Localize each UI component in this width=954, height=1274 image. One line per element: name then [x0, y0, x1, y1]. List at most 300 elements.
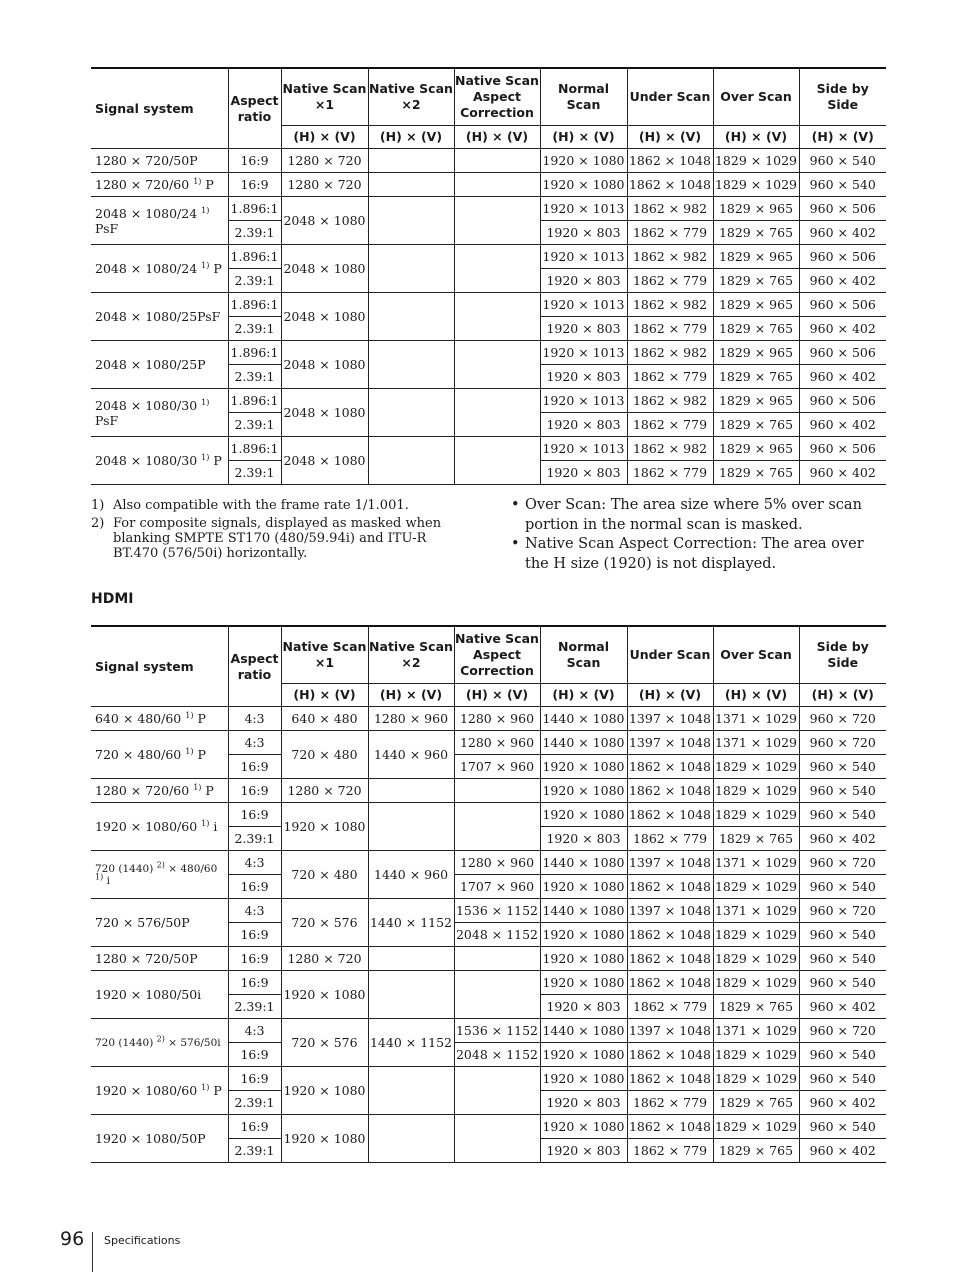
- table-row: [91, 1067, 886, 1091]
- normal-scan-cell: 1920 × 1013: [540, 197, 627, 221]
- under-scan-cell: 1862 × 779: [627, 827, 713, 851]
- over-scan-cell: 1829 × 1029: [713, 1067, 799, 1091]
- over-scan-cell: 1371 × 1029: [713, 851, 799, 875]
- under-scan-cell: 1862 × 1048: [627, 947, 713, 971]
- unit-header: (H) × (V): [368, 684, 454, 707]
- footnote-ref: 1): [185, 710, 194, 720]
- under-scan-cell: 1397 × 1048: [627, 731, 713, 755]
- under-scan-cell: 1862 × 1048: [627, 803, 713, 827]
- over-scan-cell: 1829 × 1029: [713, 1043, 799, 1067]
- normal-scan-cell: 1920 × 1013: [540, 341, 627, 365]
- table-row: [91, 899, 886, 923]
- over-scan-cell: 1829 × 1029: [713, 803, 799, 827]
- table-row: [91, 707, 886, 731]
- aspect-ratio-cell: 1.896:1: [228, 293, 281, 317]
- under-scan-cell: 1862 × 1048: [627, 149, 713, 173]
- native-aspect-cell: [454, 341, 540, 389]
- side-by-side-cell: 960 × 402: [799, 413, 886, 437]
- side-by-side-cell: 960 × 540: [799, 971, 886, 995]
- under-scan-cell: 1862 × 1048: [627, 173, 713, 197]
- side-by-side-cell: 960 × 506: [799, 389, 886, 413]
- over-scan-cell: 1829 × 965: [713, 389, 799, 413]
- side-by-side-cell: 960 × 720: [799, 1019, 886, 1043]
- normal-scan-cell: 1920 × 803: [540, 827, 627, 851]
- under-scan-cell: 1862 × 1048: [627, 923, 713, 947]
- table-row: [91, 971, 886, 995]
- aspect-ratio-cell: 2.39:1: [228, 995, 281, 1019]
- footnote-number: 2): [91, 516, 105, 531]
- section-title-hdmi: HDMI: [91, 591, 134, 607]
- bullet-dot-icon: •: [511, 536, 520, 552]
- normal-scan-cell: 1920 × 1080: [540, 755, 627, 779]
- aspect-ratio-cell: 2.39:1: [228, 413, 281, 437]
- signal-name: 1280 × 720/50P: [95, 153, 198, 168]
- normal-scan-cell: 1920 × 1080: [540, 875, 627, 899]
- normal-scan-cell: 1920 × 1080: [540, 173, 627, 197]
- normal-scan-cell: 1920 × 1013: [540, 245, 627, 269]
- column-header: Under Scan: [627, 68, 713, 126]
- aspect-ratio-cell: 1.896:1: [228, 341, 281, 365]
- under-scan-cell: 1397 × 1048: [627, 851, 713, 875]
- table-row: [91, 779, 886, 803]
- scan-type: PsF: [95, 220, 119, 236]
- side-by-side-cell: 960 × 540: [799, 875, 886, 899]
- under-scan-cell: 1862 × 1048: [627, 779, 713, 803]
- signal-name: 720 (1440): [95, 1036, 154, 1049]
- normal-scan-cell: 1920 × 1013: [540, 389, 627, 413]
- over-scan-cell: 1829 × 1029: [713, 173, 799, 197]
- header-row: [91, 626, 886, 684]
- footnote-ref: 1): [201, 818, 210, 828]
- hdmi-signal-table: [91, 625, 886, 1163]
- column-header: Under Scan: [627, 626, 713, 684]
- native-scan-x2-cell: [368, 293, 454, 341]
- signal-name: 640 × 480/60: [95, 711, 182, 726]
- aspect-ratio-cell: 1.896:1: [228, 437, 281, 461]
- column-header: Side by Side: [799, 68, 886, 126]
- signal-name: 720 × 480/60: [95, 747, 182, 762]
- over-scan-cell: 1829 × 1029: [713, 947, 799, 971]
- table-row: [91, 293, 886, 317]
- normal-scan-cell: 1920 × 803: [540, 221, 627, 245]
- normal-scan-cell: 1920 × 1080: [540, 803, 627, 827]
- side-by-side-cell: 960 × 540: [799, 755, 886, 779]
- side-by-side-cell: 960 × 540: [799, 923, 886, 947]
- native-scan-x1-cell: 1280 × 720: [281, 173, 368, 197]
- signal-system-cell: [91, 293, 228, 341]
- aspect-ratio-cell: 16:9: [228, 803, 281, 827]
- aspect-ratio-cell: 4:3: [228, 731, 281, 755]
- column-header: Over Scan: [713, 626, 799, 684]
- aspect-ratio-cell: 4:3: [228, 707, 281, 731]
- signal-name: 2048 × 1080/25PsF: [95, 309, 221, 324]
- table-row: [91, 173, 886, 197]
- over-scan-cell: 1829 × 965: [713, 245, 799, 269]
- native-scan-x1-cell: 2048 × 1080: [281, 341, 368, 389]
- under-scan-cell: 1862 × 1048: [627, 875, 713, 899]
- native-scan-x1-cell: 2048 × 1080: [281, 245, 368, 293]
- footnote-ref: 2): [156, 860, 165, 869]
- signal-name: 1920 × 1080/60: [95, 819, 198, 834]
- aspect-ratio-cell: 16:9: [228, 1067, 281, 1091]
- normal-scan-cell: 1920 × 1080: [540, 971, 627, 995]
- unit-header: (H) × (V): [454, 126, 540, 149]
- under-scan-cell: 1862 × 779: [627, 1139, 713, 1163]
- scan-type: P: [213, 1083, 222, 1098]
- aspect-ratio-cell: 2.39:1: [228, 461, 281, 485]
- native-scan-x2-cell: [368, 437, 454, 485]
- native-scan-x1-cell: 2048 × 1080: [281, 197, 368, 245]
- native-scan-x2-cell: [368, 149, 454, 173]
- under-scan-cell: 1862 × 982: [627, 389, 713, 413]
- table-row: [91, 851, 886, 875]
- aspect-ratio-cell: 1.896:1: [228, 245, 281, 269]
- under-scan-cell: 1862 × 779: [627, 413, 713, 437]
- native-scan-x1-cell: 2048 × 1080: [281, 293, 368, 341]
- bullet-text: Native Scan Aspect Correction: The area over the H size (1920) is not displayed.: [525, 536, 864, 572]
- side-by-side-cell: 960 × 540: [799, 779, 886, 803]
- aspect-ratio-cell: 16:9: [228, 149, 281, 173]
- table-row: [91, 197, 886, 221]
- column-header: Side by Side: [799, 626, 886, 684]
- over-scan-cell: 1829 × 1029: [713, 923, 799, 947]
- unit-header: (H) × (V): [368, 126, 454, 149]
- side-by-side-cell: 960 × 402: [799, 827, 886, 851]
- footnotes: [91, 498, 471, 564]
- scan-type: PsF: [95, 412, 119, 428]
- side-by-side-cell: 960 × 506: [799, 437, 886, 461]
- native-aspect-cell: 2048 × 1152: [454, 1043, 540, 1067]
- normal-scan-cell: 1920 × 803: [540, 461, 627, 485]
- bullet-text: Over Scan: The area size where 5% over scan portion in the normal scan is masked.: [525, 497, 862, 533]
- native-aspect-cell: 1280 × 960: [454, 851, 540, 875]
- normal-scan-cell: 1920 × 803: [540, 365, 627, 389]
- side-by-side-cell: 960 × 540: [799, 1043, 886, 1067]
- side-by-side-cell: 960 × 506: [799, 245, 886, 269]
- side-by-side-cell: 960 × 540: [799, 803, 886, 827]
- native-aspect-cell: 1536 × 1152: [454, 899, 540, 923]
- signal-system-cell: [91, 851, 228, 899]
- footnote-ref: 1): [193, 176, 202, 186]
- side-by-side-cell: 960 × 540: [799, 1067, 886, 1091]
- signal-name: 720 (1440): [95, 862, 154, 875]
- footnote-ref: 1): [201, 452, 210, 462]
- under-scan-cell: 1862 × 982: [627, 197, 713, 221]
- column-header: Normal Scan: [540, 626, 627, 684]
- native-aspect-cell: [454, 173, 540, 197]
- signal-system-cell: [91, 437, 228, 485]
- normal-scan-cell: 1920 × 1080: [540, 1115, 627, 1139]
- footnote-ref: 2): [156, 1034, 165, 1043]
- table-row: [91, 1115, 886, 1139]
- sdi-signal-table: [91, 67, 886, 485]
- footnote: [91, 498, 471, 513]
- footnote-text: Also compatible with the frame rate 1/1.001.: [113, 498, 409, 513]
- native-aspect-cell: 1280 × 960: [454, 731, 540, 755]
- table-row: [91, 149, 886, 173]
- signal-system-cell: [91, 971, 228, 1019]
- side-by-side-cell: 960 × 720: [799, 851, 886, 875]
- footnote-number: 1): [91, 498, 105, 513]
- header-row: [91, 68, 886, 126]
- normal-scan-cell: 1920 × 803: [540, 317, 627, 341]
- side-by-side-cell: 960 × 540: [799, 173, 886, 197]
- unit-header: (H) × (V): [540, 126, 627, 149]
- footnote-ref: 1): [201, 1082, 210, 1092]
- aspect-ratio-cell: 2.39:1: [228, 221, 281, 245]
- side-by-side-cell: 960 × 506: [799, 293, 886, 317]
- native-scan-x1-cell: 720 × 576: [281, 1019, 368, 1067]
- side-by-side-cell: 960 × 402: [799, 461, 886, 485]
- footnote-ref: 1): [201, 205, 210, 215]
- footnote-text: For composite signals, displayed as masked when blanking SMPTE ST170 (480/59.94i) and ITU-R BT.470 (576/50i) horizontally.: [113, 516, 442, 561]
- over-scan-cell: 1829 × 765: [713, 269, 799, 293]
- aspect-ratio-cell: 16:9: [228, 947, 281, 971]
- column-header: Over Scan: [713, 68, 799, 126]
- aspect-ratio-cell: 16:9: [228, 1115, 281, 1139]
- side-by-side-cell: 960 × 506: [799, 341, 886, 365]
- signal-system-cell: [91, 1115, 228, 1163]
- over-scan-cell: 1829 × 765: [713, 317, 799, 341]
- bullet-item: [511, 496, 889, 535]
- native-aspect-cell: [454, 1067, 540, 1115]
- native-scan-x2-cell: 1440 × 1152: [368, 1019, 454, 1067]
- native-aspect-cell: [454, 1115, 540, 1163]
- aspect-ratio-cell: 2.39:1: [228, 827, 281, 851]
- normal-scan-cell: 1920 × 1080: [540, 149, 627, 173]
- native-scan-x2-cell: 1440 × 960: [368, 851, 454, 899]
- aspect-ratio-cell: 1.896:1: [228, 389, 281, 413]
- over-scan-cell: 1829 × 765: [713, 221, 799, 245]
- native-scan-x2-cell: [368, 1115, 454, 1163]
- side-by-side-cell: 960 × 402: [799, 1139, 886, 1163]
- native-aspect-cell: [454, 437, 540, 485]
- native-scan-x1-cell: 640 × 480: [281, 707, 368, 731]
- scan-type: P: [213, 453, 222, 468]
- signal-name: 1920 × 1080/50i: [95, 987, 202, 1002]
- native-aspect-cell: 1280 × 960: [454, 707, 540, 731]
- native-scan-x2-cell: [368, 947, 454, 971]
- native-scan-x1-cell: 2048 × 1080: [281, 437, 368, 485]
- native-scan-x1-cell: 1280 × 720: [281, 149, 368, 173]
- signal-name: 1920 × 1080/60: [95, 1083, 198, 1098]
- aspect-ratio-cell: 4:3: [228, 899, 281, 923]
- scan-type: P: [205, 783, 214, 798]
- signal-name: 1920 × 1080/50P: [95, 1131, 206, 1146]
- native-scan-x2-cell: [368, 245, 454, 293]
- under-scan-cell: 1862 × 1048: [627, 1115, 713, 1139]
- aspect-ratio-cell: 2.39:1: [228, 269, 281, 293]
- native-scan-x2-cell: [368, 779, 454, 803]
- over-scan-cell: 1829 × 965: [713, 197, 799, 221]
- normal-scan-cell: 1920 × 1080: [540, 1043, 627, 1067]
- over-scan-cell: 1829 × 965: [713, 437, 799, 461]
- over-scan-cell: 1829 × 1029: [713, 149, 799, 173]
- column-header: Aspect ratio: [228, 68, 281, 149]
- native-aspect-cell: 1707 × 960: [454, 875, 540, 899]
- footnote-ref: 1): [185, 746, 194, 756]
- under-scan-cell: 1862 × 779: [627, 995, 713, 1019]
- signal-system-cell: [91, 1019, 228, 1067]
- signal-system-cell: [91, 731, 228, 779]
- aspect-ratio-cell: 16:9: [228, 923, 281, 947]
- native-aspect-cell: [454, 971, 540, 1019]
- footnote-ref: 1): [95, 872, 104, 881]
- signal-system-cell: [91, 899, 228, 947]
- over-scan-cell: 1829 × 765: [713, 1091, 799, 1115]
- native-aspect-cell: 1707 × 960: [454, 755, 540, 779]
- table-row: [91, 731, 886, 755]
- under-scan-cell: 1397 × 1048: [627, 1019, 713, 1043]
- footnote-ref: 1): [201, 260, 210, 270]
- normal-scan-cell: 1920 × 1013: [540, 293, 627, 317]
- native-scan-x2-cell: [368, 1067, 454, 1115]
- native-scan-x2-cell: [368, 971, 454, 1019]
- footer-label: Specifications: [104, 1234, 181, 1247]
- signal-system-cell: [91, 197, 228, 245]
- column-header: Normal Scan: [540, 68, 627, 126]
- footer-divider: [92, 1232, 93, 1272]
- over-scan-cell: 1829 × 1029: [713, 755, 799, 779]
- native-aspect-cell: [454, 947, 540, 971]
- native-scan-x1-cell: 1920 × 1080: [281, 971, 368, 1019]
- unit-header: (H) × (V): [281, 126, 368, 149]
- side-by-side-cell: 960 × 402: [799, 317, 886, 341]
- column-header: Signal system: [91, 68, 228, 149]
- aspect-ratio-cell: 2.39:1: [228, 365, 281, 389]
- native-aspect-cell: [454, 803, 540, 851]
- side-by-side-cell: 960 × 540: [799, 947, 886, 971]
- under-scan-cell: 1862 × 779: [627, 317, 713, 341]
- native-scan-x1-cell: 1920 × 1080: [281, 803, 368, 851]
- footnote-ref: 1): [201, 397, 210, 407]
- signal-system-cell: [91, 779, 228, 803]
- under-scan-cell: 1862 × 1048: [627, 971, 713, 995]
- native-scan-x2-cell: 1280 × 960: [368, 707, 454, 731]
- under-scan-cell: 1862 × 982: [627, 293, 713, 317]
- normal-scan-cell: 1920 × 1080: [540, 947, 627, 971]
- normal-scan-cell: 1440 × 1080: [540, 1019, 627, 1043]
- normal-scan-cell: 1920 × 803: [540, 1091, 627, 1115]
- signal-system-cell: [91, 245, 228, 293]
- over-scan-cell: 1371 × 1029: [713, 899, 799, 923]
- signal-name-rate: × 480/60: [168, 862, 218, 875]
- over-scan-cell: 1829 × 1029: [713, 875, 799, 899]
- signal-system-cell: [91, 803, 228, 851]
- native-scan-x1-cell: 1280 × 720: [281, 779, 368, 803]
- unit-header: (H) × (V): [281, 684, 368, 707]
- native-scan-x2-cell: [368, 803, 454, 851]
- aspect-ratio-cell: 2.39:1: [228, 317, 281, 341]
- aspect-ratio-cell: 16:9: [228, 755, 281, 779]
- native-scan-x1-cell: 1920 × 1080: [281, 1115, 368, 1163]
- over-scan-cell: 1371 × 1029: [713, 1019, 799, 1043]
- table-row: [91, 389, 886, 413]
- native-scan-x2-cell: 1440 × 960: [368, 731, 454, 779]
- over-scan-cell: 1829 × 765: [713, 1139, 799, 1163]
- scan-type: i: [213, 819, 218, 834]
- signal-system-cell: [91, 1067, 228, 1115]
- normal-scan-cell: 1440 × 1080: [540, 731, 627, 755]
- column-header: Aspect ratio: [228, 626, 281, 707]
- table-row: [91, 1019, 886, 1043]
- under-scan-cell: 1862 × 982: [627, 341, 713, 365]
- native-scan-x1-cell: 720 × 480: [281, 851, 368, 899]
- scan-type: P: [213, 261, 222, 276]
- column-header: Native Scan ×1: [281, 68, 368, 126]
- signal-system-cell: [91, 341, 228, 389]
- aspect-ratio-cell: 16:9: [228, 875, 281, 899]
- table-row: [91, 341, 886, 365]
- column-header: Signal system: [91, 626, 228, 707]
- aspect-ratio-cell: 2.39:1: [228, 1139, 281, 1163]
- signal-name: 2048 × 1080/30: [95, 397, 198, 413]
- over-scan-cell: 1371 × 1029: [713, 707, 799, 731]
- under-scan-cell: 1862 × 779: [627, 1091, 713, 1115]
- native-aspect-cell: [454, 389, 540, 437]
- under-scan-cell: 1862 × 1048: [627, 755, 713, 779]
- bullet-item: [511, 535, 889, 574]
- normal-scan-cell: 1440 × 1080: [540, 899, 627, 923]
- native-scan-x2-cell: [368, 197, 454, 245]
- native-aspect-cell: [454, 197, 540, 245]
- native-scan-x1-cell: 1280 × 720: [281, 947, 368, 971]
- side-by-side-cell: 960 × 402: [799, 221, 886, 245]
- scan-type: P: [205, 177, 214, 192]
- under-scan-cell: 1862 × 1048: [627, 1043, 713, 1067]
- signal-name: 720 × 576/50P: [95, 915, 190, 930]
- unit-header: (H) × (V): [627, 684, 713, 707]
- table-row: [91, 803, 886, 827]
- aspect-ratio-cell: 1.896:1: [228, 197, 281, 221]
- under-scan-cell: 1862 × 982: [627, 245, 713, 269]
- aspect-ratio-cell: 16:9: [228, 779, 281, 803]
- signal-name: 2048 × 1080/24: [95, 205, 198, 221]
- under-scan-cell: 1397 × 1048: [627, 899, 713, 923]
- side-by-side-cell: 960 × 540: [799, 1115, 886, 1139]
- unit-header: (H) × (V): [713, 126, 799, 149]
- aspect-ratio-cell: 4:3: [228, 1019, 281, 1043]
- signal-name: 2048 × 1080/24: [95, 261, 198, 276]
- footnote-ref: 1): [193, 782, 202, 792]
- scan-type: i: [106, 874, 110, 887]
- native-aspect-cell: 1536 × 1152: [454, 1019, 540, 1043]
- unit-header: (H) × (V): [540, 684, 627, 707]
- column-header: Native Scan ×1: [281, 626, 368, 684]
- unit-header: (H) × (V): [713, 684, 799, 707]
- notes-bullets: [511, 496, 889, 574]
- native-aspect-cell: [454, 779, 540, 803]
- native-aspect-cell: [454, 245, 540, 293]
- side-by-side-cell: 960 × 506: [799, 197, 886, 221]
- unit-header: (H) × (V): [454, 684, 540, 707]
- table-row: [91, 245, 886, 269]
- native-scan-x1-cell: 2048 × 1080: [281, 389, 368, 437]
- signal-system-cell: [91, 947, 228, 971]
- aspect-ratio-cell: 16:9: [228, 173, 281, 197]
- column-header: Native Scan ×2: [368, 68, 454, 126]
- signal-system-cell: [91, 149, 228, 173]
- normal-scan-cell: 1440 × 1080: [540, 707, 627, 731]
- native-scan-x1-cell: 720 × 576: [281, 899, 368, 947]
- normal-scan-cell: 1920 × 1080: [540, 923, 627, 947]
- under-scan-cell: 1862 × 1048: [627, 1067, 713, 1091]
- normal-scan-cell: 1440 × 1080: [540, 851, 627, 875]
- signal-system-cell: [91, 173, 228, 197]
- unit-header: (H) × (V): [627, 126, 713, 149]
- aspect-ratio-cell: 16:9: [228, 1043, 281, 1067]
- normal-scan-cell: 1920 × 1080: [540, 779, 627, 803]
